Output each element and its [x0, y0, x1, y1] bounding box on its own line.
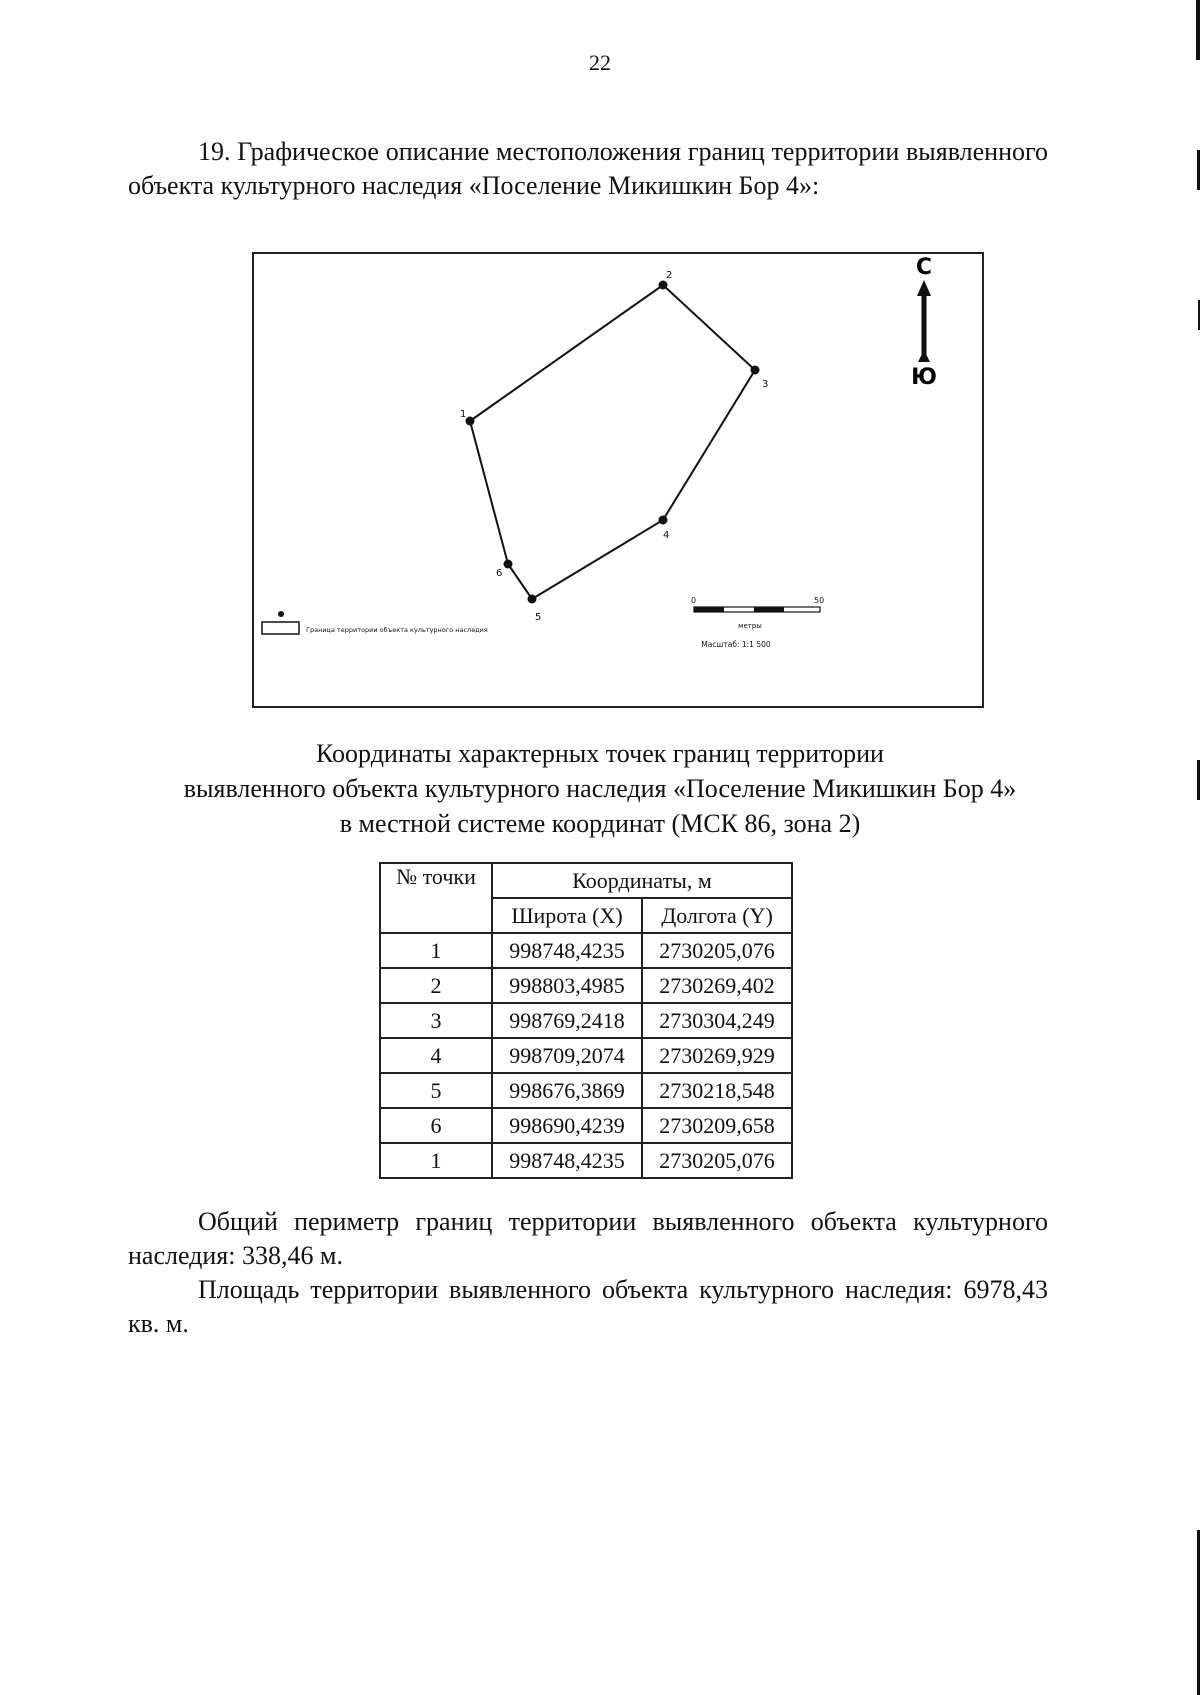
legend-boundary-icon	[262, 622, 299, 634]
table-row	[380, 1143, 792, 1178]
cell-x: 998709,2074	[492, 1038, 642, 1073]
cell-x: 998769,2418	[492, 1003, 642, 1038]
coords-heading-line: в местной системе координат (МСК 86, зона 2)	[339, 809, 861, 838]
page-number: 22	[589, 50, 611, 75]
cell-point: 1	[380, 933, 492, 968]
cell-point: 6	[380, 1108, 492, 1143]
col-coords-header: Координаты, м	[492, 863, 792, 898]
vertex-label-6: 6	[496, 568, 503, 579]
boundary-polygon	[470, 285, 755, 599]
col-y-header: Долгота (Y)	[642, 898, 792, 933]
cell-y: 2730205,076	[642, 1143, 792, 1178]
cell-point: 2	[380, 968, 492, 1003]
scale-min-label: 0	[691, 596, 697, 605]
cell-x: 998676,3869	[492, 1073, 642, 1108]
south-arrowhead-icon	[918, 350, 930, 362]
table-header-row	[380, 863, 792, 898]
table-row	[380, 1073, 792, 1108]
cell-point: 1	[380, 1143, 492, 1178]
perimeter-text: Общий периметр границ территории выявленного объекта культурного наследия: 338,46 м.	[128, 1207, 1048, 1270]
boundary-map-svg	[254, 254, 982, 706]
coords-heading-line: Координаты характерных точек границ территории	[316, 739, 884, 768]
table-row	[380, 933, 792, 968]
vertex-5	[528, 595, 537, 604]
coords-heading-line: выявленного объекта культурного наследия «Поселение Микишкин Бор 4»	[183, 774, 1017, 803]
cell-point: 4	[380, 1038, 492, 1073]
vertex-label-5: 5	[535, 612, 542, 623]
vertex-6	[504, 560, 513, 569]
cell-x: 998748,4235	[492, 1143, 642, 1178]
cell-point: 3	[380, 1003, 492, 1038]
north-arrowhead-icon	[917, 280, 931, 296]
vertex-1	[466, 417, 475, 426]
legend-point-icon	[278, 611, 284, 617]
north-label: С	[915, 255, 933, 280]
vertex-4	[659, 516, 668, 525]
scale-units: метры	[738, 622, 762, 630]
cell-y: 2730218,548	[642, 1073, 792, 1108]
vertex-label-4: 4	[663, 530, 670, 541]
cell-y: 2730209,658	[642, 1108, 792, 1143]
cell-y: 2730205,076	[642, 933, 792, 968]
table-row	[380, 968, 792, 1003]
coordinates-table	[379, 862, 793, 1179]
cell-x: 998748,4235	[492, 933, 642, 968]
scale-bar-segment	[754, 607, 784, 612]
legend-label: Граница территории объекта культурного наследия	[306, 626, 488, 634]
area-text: Площадь территории выявленного объекта культурного наследия: 6978,43 кв. м.	[128, 1275, 1048, 1338]
cell-y: 2730269,929	[642, 1038, 792, 1073]
scale-text: Масштаб: 1:1 500	[701, 640, 771, 649]
cell-x: 998690,4239	[492, 1108, 642, 1143]
south-label: Ю	[911, 365, 937, 390]
col-point-header: № точки	[380, 863, 492, 933]
cell-x: 998803,4985	[492, 968, 642, 1003]
vertex-3	[751, 366, 760, 375]
scan-edge-line	[1196, 0, 1200, 60]
vertex-label-1: 1	[460, 409, 467, 420]
table-row	[380, 1108, 792, 1143]
cell-point: 5	[380, 1073, 492, 1108]
cell-y: 2730269,402	[642, 968, 792, 1003]
col-x-header: Широта (X)	[492, 898, 642, 933]
coords-heading	[0, 736, 1200, 841]
boundary-vertices	[466, 281, 760, 604]
vertex-2	[659, 281, 668, 290]
section-intro: 19. Графическое описание местоположения границ территории выявленного объекта культурного наследия «Поселение Микишкин Бор 4»:	[128, 137, 1048, 200]
cell-y: 2730304,249	[642, 1003, 792, 1038]
table-row	[380, 1003, 792, 1038]
boundary-map	[252, 252, 984, 708]
summary	[128, 1205, 1048, 1341]
vertex-label-2: 2	[666, 270, 673, 281]
scale-max-label: 50	[814, 596, 825, 605]
scale-bar-segment	[694, 607, 724, 612]
vertex-label-3: 3	[762, 379, 769, 390]
table-row	[380, 1038, 792, 1073]
